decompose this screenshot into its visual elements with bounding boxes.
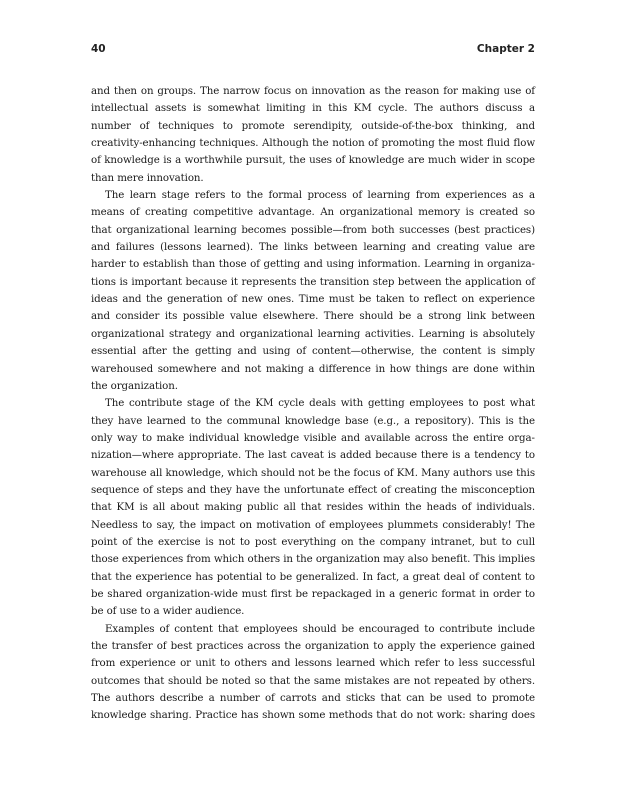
page-number: 40 — [91, 43, 106, 55]
paragraph-content-examples: Examples of content that employees should be encouraged to contribute include the transfer of best practices across the organization to apply the experience gained from experience or unit to others and lessons learned which refer to less successful outcomes that should be noted so that the same mistakes are not repeated by others. The authors describe a number of carrots and sticks that can be used to promote knowledge sharing. Practice has shown some methods that do not work: sharing does — [91, 622, 535, 722]
paragraph-contribute-stage: The contribute stage of the KM cycle deals with getting employees to post what they have learned to the communal knowledge base (e.g., a repository). This is the only way to make individual knowledge visible and available across the entire organization—where appropriate. The last caveat is added because there is a tendency to warehouse all knowledge, which should not be the focus of KM. Many authors use this sequence of steps and they have the unfortunate effect of creating the misconception that KM is all about making public all that resides within the heads of individuals. Needless to say, the impact on motivation of employees plummets considerably! The point of the exercise is not to post everything on the company intranet, but to cull those experiences from which others in the organization may also benefit. This implies that the experience has potential to be generalized. In fact, a great deal of content to be shared organization-wide must first be repackaged in a generic format in order to be of use to a wider audience. — [91, 397, 535, 618]
chapter-label: Chapter 2 — [476, 43, 535, 55]
body-text — [91, 83, 535, 725]
paragraph-learn-stage: The learn stage refers to the formal process of learning from experiences as a means of creating competitive advantage. An organizational memory is created so that organizational learning becomes possible—from both successes (best practices) and failures (lessons learned). The links between learning and creating value are harder to establish than those of getting and using information. Learning in organizations is important because it represents the transition step between the application of ideas and the generation of new ones. Time must be taken to reflect on experience and consider its possible value elsewhere. There should be a strong link between organizational strategy and organizational learning activities. Learning is absolutely essential after the getting and using of content—otherwise, the content is simply warehoused somewhere and not making a difference in how things are done within the organization. — [91, 189, 535, 392]
paragraph-continued: and then on groups. The narrow focus on innovation as the reason for making use of intellectual assets is somewhat limiting in this KM cycle. The authors discuss a number of techniques to promote serendipity, outside-of-the-box thinking, and creativity-enhancing techniques. Although the notion of promoting the most fluid flow of knowledge is a worthwhile pursuit, the uses of knowledge are much wider in scope than mere innovation. — [91, 85, 535, 184]
running-head — [91, 43, 535, 57]
